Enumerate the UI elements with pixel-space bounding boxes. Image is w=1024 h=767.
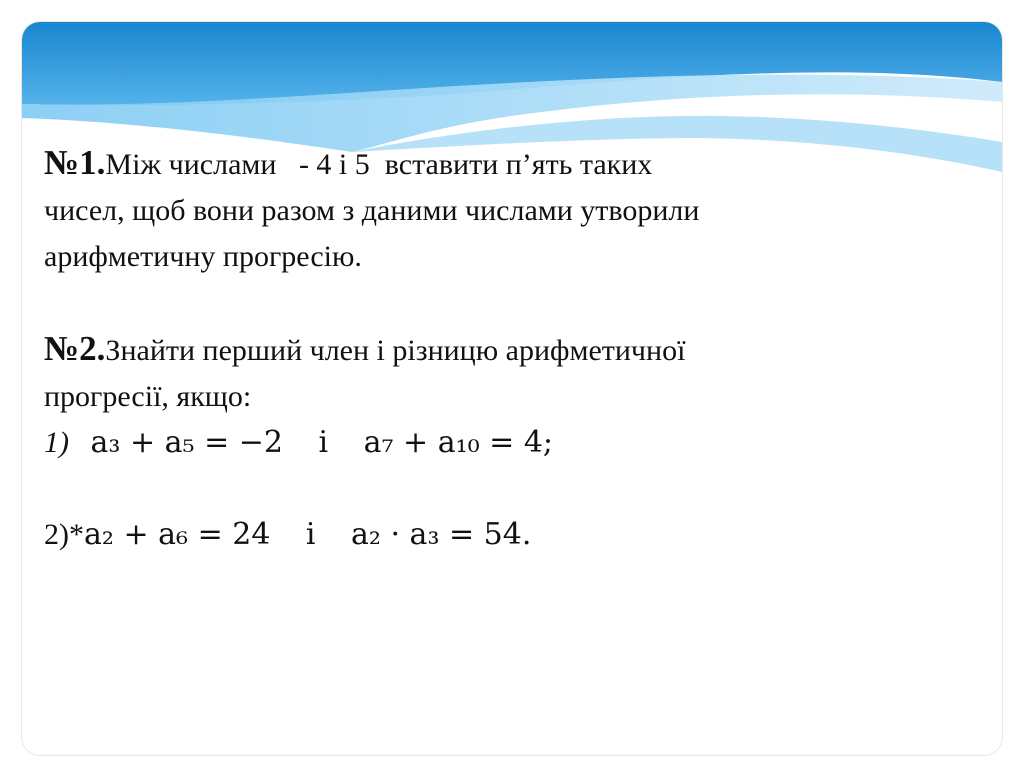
task-2-item-2	[44, 512, 974, 558]
task-1-line-3: арифметичну прогресію.	[44, 240, 362, 273]
task-2-line-1: Знайти перший член і різницю арифметичної	[105, 334, 686, 367]
task-1	[44, 140, 974, 280]
task-2-item-1-expr-2: a₇ + a₁₀ = 4;	[363, 425, 554, 460]
task-2-item-2-expr-1: a₂ + a₆ = 24	[84, 517, 271, 552]
task-1-number: №1.	[44, 143, 106, 182]
task-2-number: №2.	[44, 329, 106, 368]
slide	[22, 22, 1002, 755]
task-2-item-1-expr-1: a₃ + a₅ = −2	[90, 425, 283, 460]
task-2-item-1-label: 1)	[44, 426, 69, 459]
task-1-line-1: Між числами - 4 і 5 вставити п’ять таких	[105, 148, 653, 181]
task-2	[44, 326, 974, 466]
task-2-item-2-label: 2)*	[44, 518, 84, 551]
task-2-item-1-conj: і	[318, 425, 329, 460]
slide-content	[44, 140, 974, 558]
task-2-item-2-conj: і	[305, 517, 316, 552]
task-1-line-2: чисел, щоб вони разом з даними числами утворили	[44, 194, 700, 227]
task-2-line-2: прогресії, якщо:	[44, 380, 252, 413]
task-2-item-2-expr-2: a₂ · a₃ = 54.	[351, 517, 532, 552]
